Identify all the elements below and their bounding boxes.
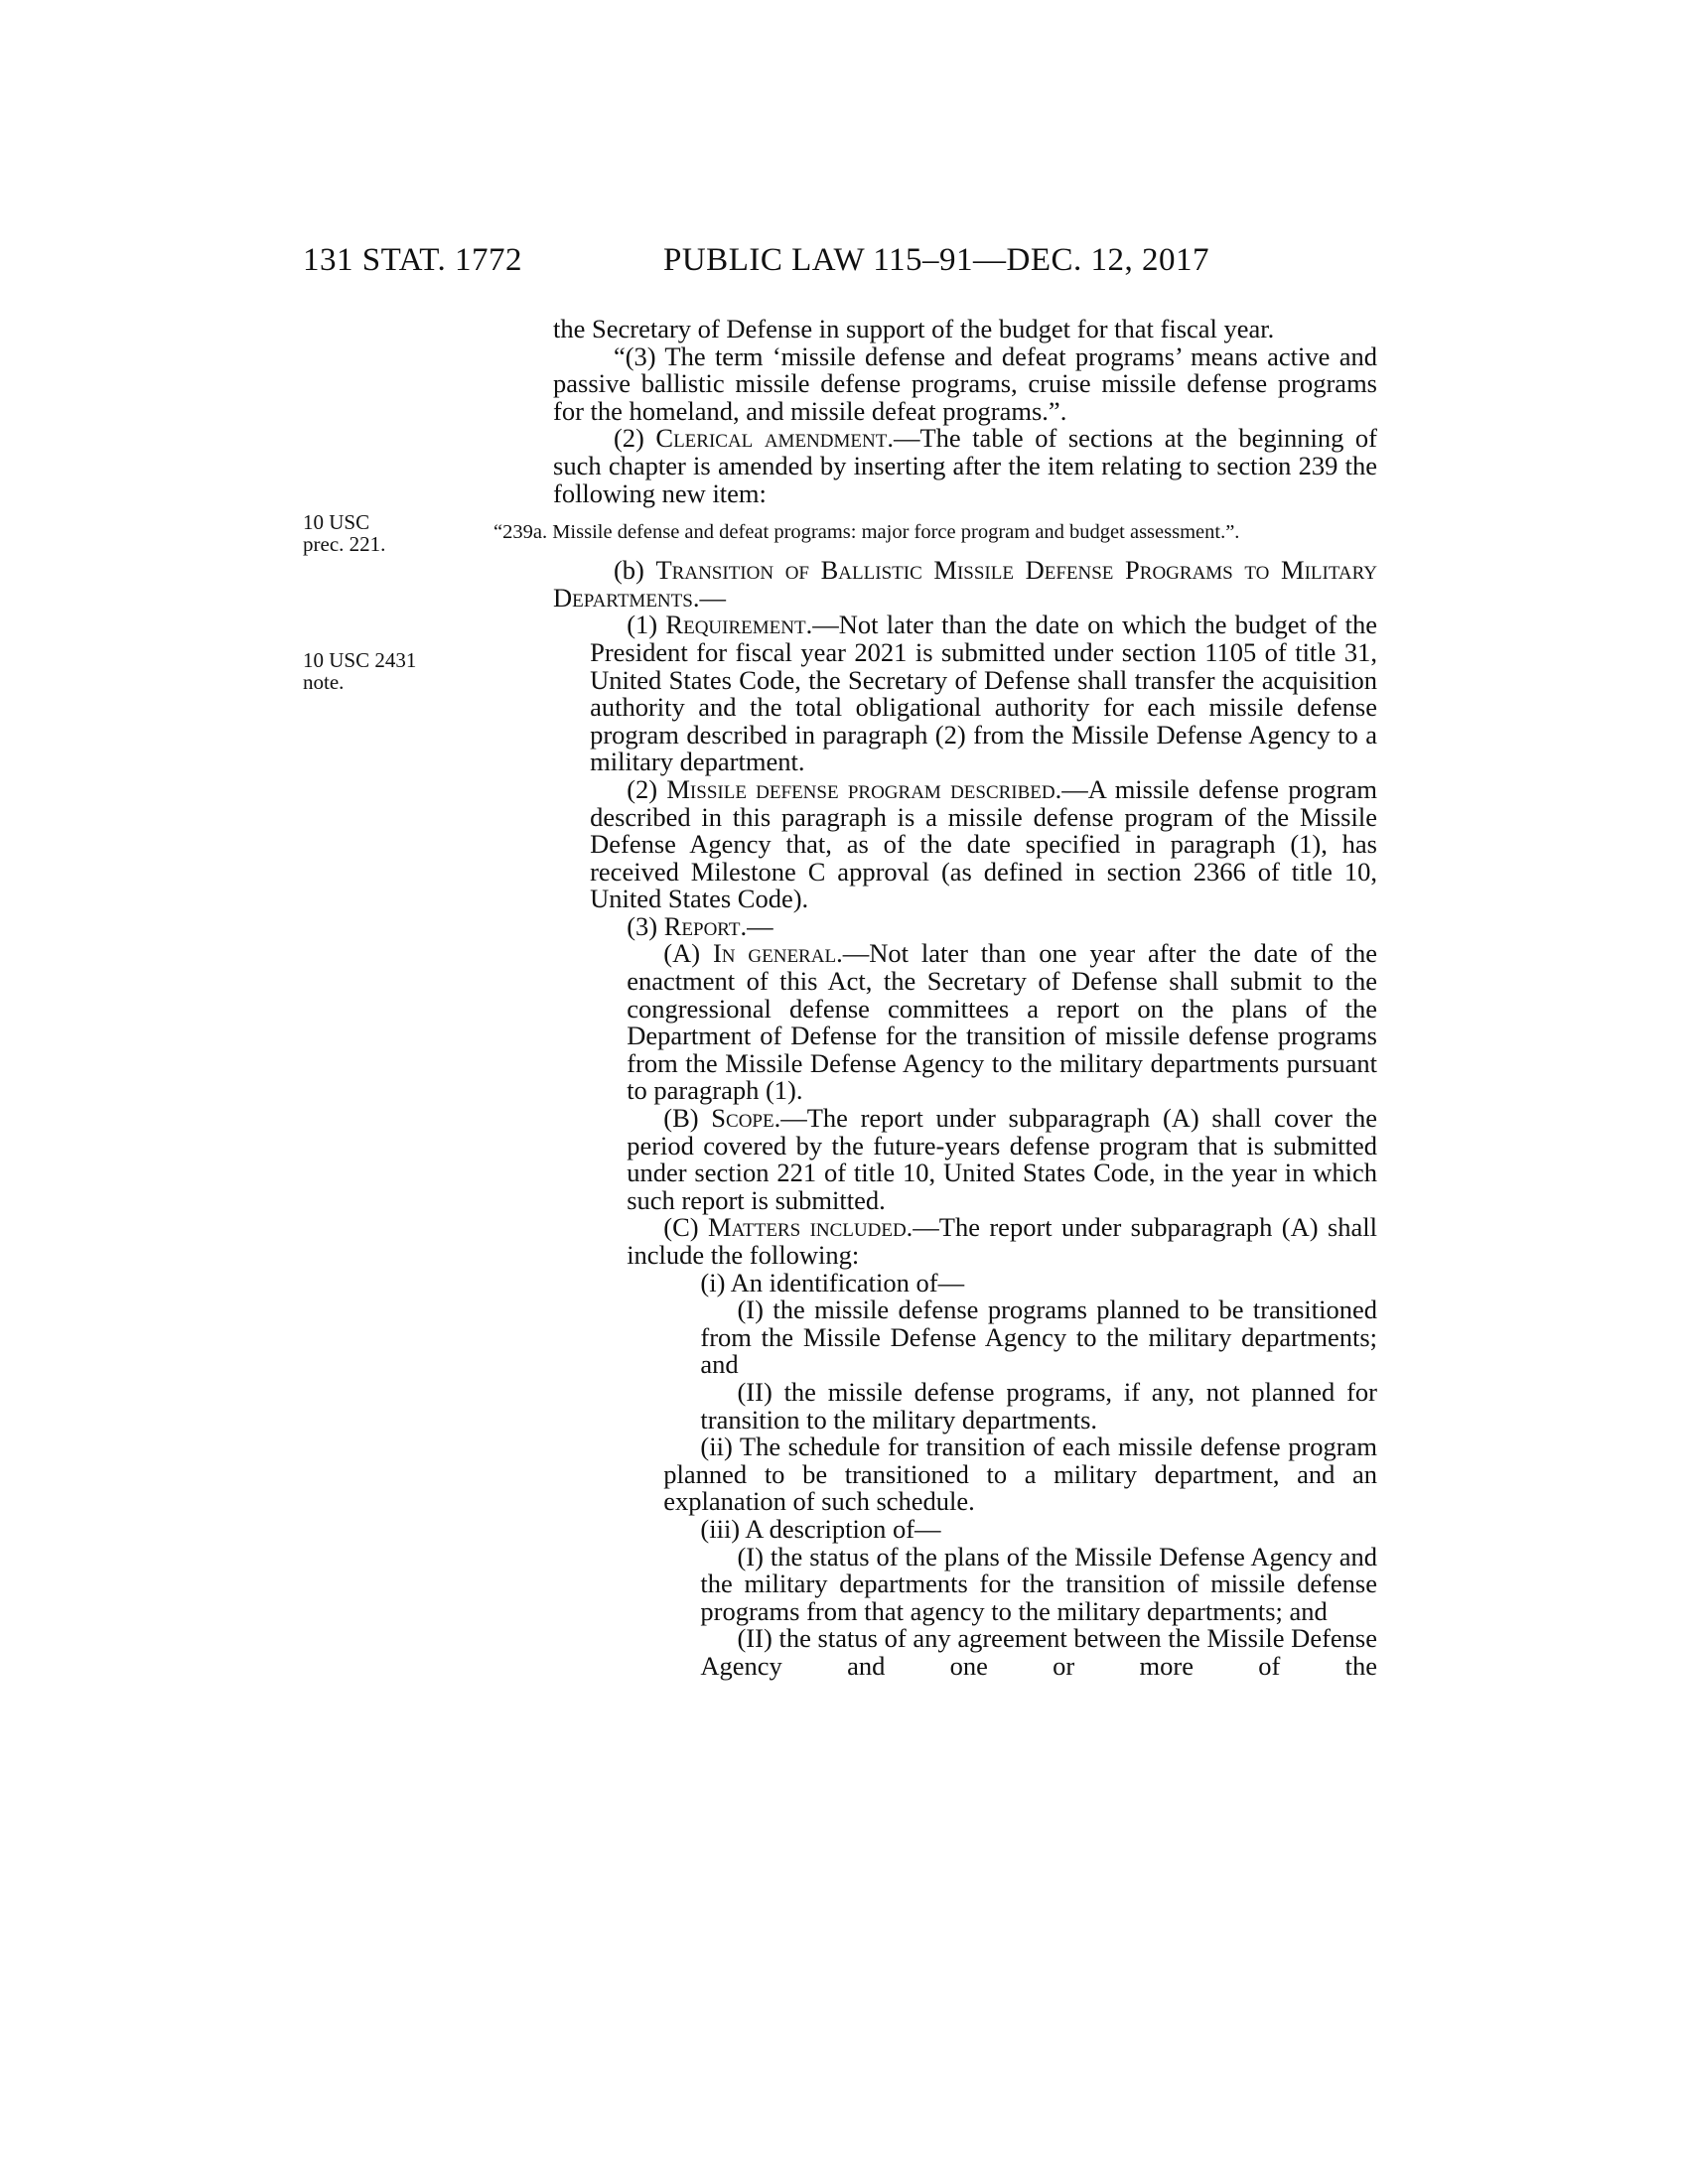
paragraph-program-described [553,773,1378,914]
running-header-title: PUBLIC LAW 115–91—DEC. 12, 2017 [663,242,1210,278]
clause-i: (i) An identification of— [700,1267,965,1297]
subclause-i-II: (II) the missile defense programs, if any, not planned for transition to the military departments. [700,1376,1377,1434]
subparagraph-heading: Scope [711,1103,774,1134]
paragraph-text: .—A missile defense program described in this paragraph is a missile defense program of the Missile Defense Agency that, as of the date specified in paragraph (1), has received Milestone C approval (as defined in section 2366 of title 10, United States Code). [590,773,1378,914]
subparagraph-matters-included [553,1214,1377,1269]
subparagraph-text: .—Not later than one year after the date of the enactment of this Act, the Secretary of Defense shall submit to the congressional defense committees a report on the plans of the Department of Defense for the transition of missile defense programs from the Missile Defense Agency to the military departments pursuant to paragraph (1). [627,938,1377,1106]
paragraph-heading: Requirement [665,610,806,640]
subparagraph-heading: In general [712,938,837,969]
paragraph-text: .—The table of sections at the beginning of such chapter is amended by inserting after the item relating to section 239 the following new item: [553,423,1377,508]
subparagraph-scope [553,1105,1377,1214]
subsection-heading-dash: .— [692,582,726,613]
paragraph-clerical-amendment [553,425,1377,507]
paragraph-continuation: the Secretary of Defense in support of the budget for that fiscal year. [553,314,1275,343]
paragraph-number: (3) [627,910,664,941]
paragraph-definition-3: “(3) The term ‘missile defense and defeat programs’ means active and passive ballistic missile defense programs, cruise missile defense programs for the homeland, and missile defeat programs.”. [553,341,1377,426]
table-of-sections-item: “239a. Missile defense and defeat programs: major force program and budget assessment.”. [493,521,1240,544]
margin-note-usc-prec [303,511,385,555]
paragraph-number: (2) [613,423,656,454]
subparagraph-in-general [553,940,1377,1105]
margin-note-line: 10 USC [303,510,370,534]
document-body [493,314,1378,1681]
subparagraph-text: .—The report under subparagraph (A) shall include the following: [627,1212,1377,1270]
subclause-iii-I: (I) the status of the plans of the Missile Defense Agency and the military departments for the transition of missile defense programs from that agency to the military departments; and [700,1541,1377,1626]
statute-page-number: 131 STAT. 1772 [303,242,523,278]
subsection-number: (b) [613,555,656,586]
subparagraph-number: (B) [663,1103,712,1134]
paragraph-heading-dash: .— [740,910,774,941]
paragraph-report [553,910,1377,941]
margin-note-usc-2431 [303,649,416,693]
margin-note-line: note. [303,670,345,694]
subclause-i-I: (I) the missile defense programs planned to be transitioned from the Missile Defense Agency to the military departments; and [700,1295,1377,1380]
paragraph-heading: Report [663,910,741,941]
paragraph-text: .—Not later than the date on which the budget of the President for fiscal year 2021 is submitted under section 1105 of title 31, United States Code, the Secretary of Defense shall transfer the acquisition authority and the total obligational authority for each missile defense program described in paragraph (2) from the Missile Defense Agency to a military department. [590,610,1377,777]
paragraph-heading: Missile defense program described [666,773,1055,804]
subparagraph-heading: Matters included [707,1212,907,1243]
subparagraph-number: (C) [663,1212,708,1243]
subparagraph-text: .—The report under subparagraph (A) shall cover the period covered by the future-years defense program that is submitted under section 221 of title 10, United States Code, in the year in which such report is submitted. [627,1103,1377,1215]
paragraph-heading: Clerical amendment [655,423,888,454]
paragraph-number: (1) [627,610,666,640]
subsection-heading: Transition of Ballistic Missile Defense Programs to Military Departments [553,555,1377,613]
paragraph-number: (2) [627,773,667,804]
clause-iii: (iii) A description of— [700,1513,941,1544]
subclause-iii-II: (II) the status of any agreement between the Missile Defense Agency and one or more of the [700,1623,1377,1681]
paragraph-requirement [553,612,1377,776]
margin-note-line: prec. 221. [303,532,386,556]
clause-ii: (ii) The schedule for transition of each missile defense program planned to be transitioned to a military department, and an explanation of such schedule. [663,1432,1377,1517]
subparagraph-number: (A) [663,938,713,969]
margin-note-line: 10 USC 2431 [303,648,417,672]
subsection-b-heading [553,557,1377,612]
